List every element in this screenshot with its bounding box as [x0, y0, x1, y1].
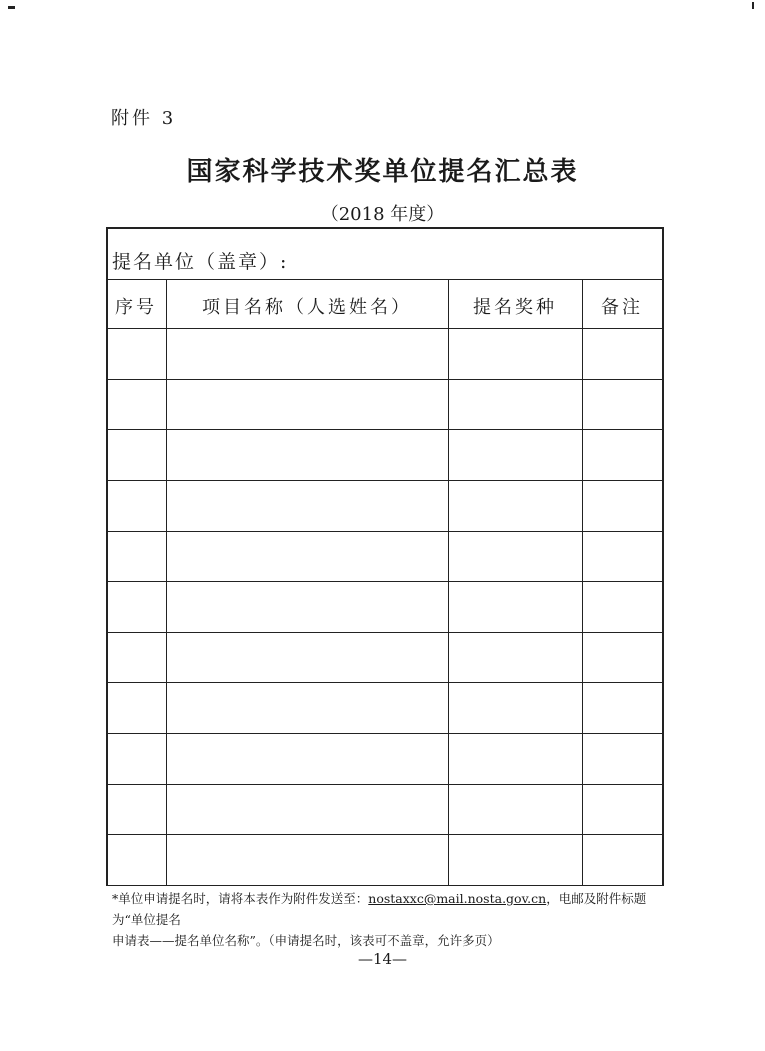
table-row: [106, 379, 662, 430]
column-header-number: 序号: [115, 297, 157, 318]
column-header-award-type: 提名奖种: [473, 297, 557, 318]
footnote-email: nostaxxc@mail.nosta.gov.cn: [368, 891, 547, 906]
column-header-remarks: 备注: [601, 297, 643, 318]
table-row: [106, 682, 662, 733]
table-row: [106, 429, 662, 480]
table-border-right: [662, 227, 664, 886]
table-border-top: [106, 227, 662, 229]
footnote-line1-prefix: *单位申请提名时，请将本表作为附件发送至：: [112, 891, 369, 906]
nominating-unit-label: 提名单位（盖章）:: [112, 251, 289, 273]
footnote-line2: 申请表——提名单位名称”。（申请提名时，该表可不盖章，允许多页）: [112, 933, 500, 948]
footnote: [112, 888, 672, 951]
table-row: [106, 733, 662, 784]
page-number: —14—: [357, 950, 408, 968]
table-row: [106, 581, 662, 632]
table-row: [106, 834, 662, 885]
table-row: [106, 328, 662, 379]
page-title: 国家科学技术奖单位提名汇总表: [186, 157, 579, 187]
scan-corner-mark: [752, 2, 754, 9]
attachment-label: 附件 3: [111, 108, 177, 129]
scan-corner-mark: [8, 6, 15, 9]
table-header-top-line: [106, 279, 662, 280]
table-row: [106, 784, 662, 835]
table-row: [106, 480, 662, 531]
table-row: [106, 632, 662, 683]
table-row: [106, 531, 662, 582]
year-note: （2018 年度）: [320, 204, 445, 225]
column-header-project-name: 项目名称（人选姓名）: [202, 297, 412, 318]
table-row-line: [106, 885, 662, 886]
footnote-line1-suffix: ，电邮及附件标题为“单位提名: [112, 891, 647, 927]
